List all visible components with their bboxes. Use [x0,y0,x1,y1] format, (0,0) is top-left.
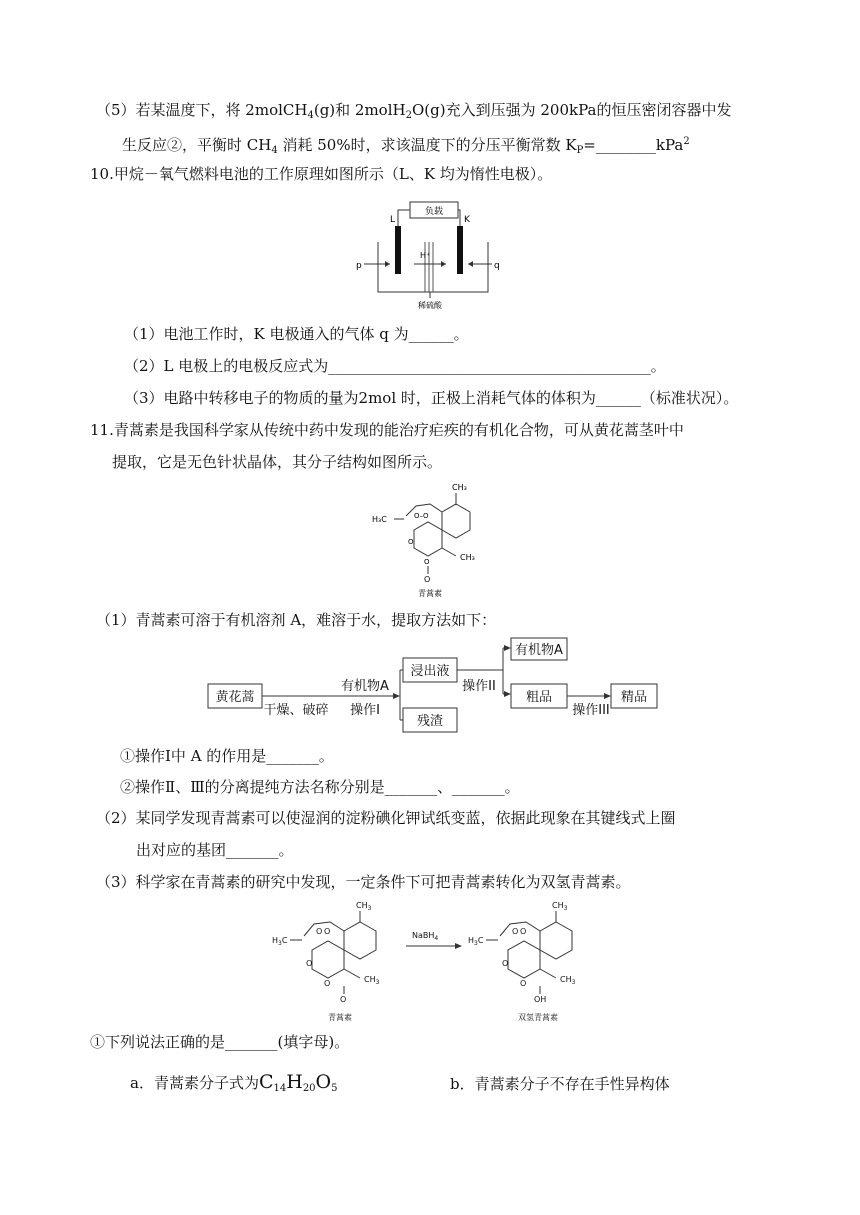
flow-organic-a: 有机物A [515,643,563,658]
left-o3: O [306,959,313,968]
reaction-scheme [270,896,610,1026]
q11-p1-q2: ②操作Ⅱ、Ⅲ的分离提纯方法名称分别是_______、_______。 [120,778,520,796]
right-ch3-right: $CH_3$ [560,975,576,986]
q11-part1: （1）青蒿素可溶于有机溶剂 A，难溶于水，提取方法如下： [96,611,497,629]
right-h3c: $H_3C$ [468,936,484,947]
label-q: q [494,261,500,271]
left-o2: O [324,927,331,936]
left-caption: 青蒿素 [328,1013,352,1022]
right-o4: O [520,979,527,988]
electrode-L [395,226,401,274]
flow-op2: 操作II [462,679,496,694]
left-ch3-right: $CH_3$ [364,975,380,986]
flow-leach: 浸出液 [410,664,450,679]
flow-step1-top: 有机物A [341,679,389,694]
right-caption: 双氢青蒿素 [518,1013,558,1022]
flow-residue: 残渣 [416,714,444,729]
extraction-flowchart [205,636,665,742]
acid-label: 稀硫酸 [418,301,442,310]
label-L: L [390,215,396,225]
label-K: K [464,215,470,225]
h3c-label: H₃C [372,515,387,524]
q5-line2: 生反应②，平衡时 $CH_4$ 消耗 50%时，求该温度下的分压平衡常数 $K_P=\_\_\_\_\_\_\_\_kPa^2$ [122,136,690,156]
reagent-label: NaBH$_4$ [412,931,439,942]
right-o2: O [520,927,527,936]
q10-sub3: （3）电路中转移电子的物质的量为2mol 时，正极上消耗气体的体积为______（标准状况）。 [124,389,739,407]
q5-line1: （5）若某温度下，将 2molCH$_4$(g)和 2molH$_2$O(g)充入到压强为 200kPa的恒压密闭容器中发 [96,101,732,121]
ion-label: H⁺ [420,251,431,260]
electrode-K [457,226,463,274]
right-ch3-top: $CH_3$ [552,901,568,912]
q11-title-line2: 提取，它是无色针状晶体，其分子结构如图所示。 [112,453,443,471]
right-o3: O [502,959,509,968]
q11-p2-line1: （2）某同学发现青蒿素可以使湿润的淀粉碘化钾试纸变蓝，依据此现象在其键线式上圈 [96,809,676,827]
left-ch3-top: $CH_3$ [356,901,372,912]
option-b: b．青蒿素分子不存在手性异构体 [450,1075,670,1093]
fuel-cell-diagram [350,196,510,312]
left-o1: O [316,927,323,936]
ch3-right: CH₃ [460,553,475,562]
flow-crude: 粗品 [525,690,553,705]
ch3-top: CH₃ [452,483,467,492]
q10-sub1: （1）电池工作时，K 电极通入的气体 q 为______。 [124,325,469,343]
option-a: a．青蒿素分子式为$C_{14}H_{20}O_5$ [130,1071,338,1094]
carbonyl-o: O [424,575,431,584]
flow-step1-bottom1: 干燥、破碎 [263,703,329,718]
flow-start: 黄花蒿 [215,690,255,705]
q11-p2-line2: 出对应的基团_______。 [136,841,294,859]
left-o4: O [324,979,331,988]
q11-p1-q1: ①操作Ⅰ中 A 的作用是_______。 [120,747,334,765]
right-o1: O [512,927,519,936]
load-label: 负载 [424,207,444,217]
q11-options-prompt: ①下列说法正确的是_______(填字母)。 [90,1033,350,1051]
artemisinin-structure [370,478,500,600]
right-oh: OH [534,995,547,1004]
q11-title-line1: 11.青蒿素是我国科学家从传统中药中发现的能治疗疟疾的有机化合物，可从黄花蒿茎叶中 [90,421,684,439]
q11-p3: （3）科学家在青蒿素的研究中发现，一定条件下可把青蒿素转化为双氢青蒿素。 [96,873,631,891]
o-ring1: O [408,538,414,546]
flow-step1-bottom2: 操作I [350,703,380,718]
left-h3c: $H_3C$ [272,936,288,947]
label-p: p [356,261,362,271]
o-ring2: O [424,558,430,566]
flow-fine: 精品 [620,690,648,705]
q10-title: 10.甲烷－氧气燃料电池的工作原理如图所示（L、K 均为惰性电极）。 [90,165,553,183]
flow-op3: 操作III [572,703,610,718]
structure-caption: 青蒿素 [418,589,442,598]
oo-label: O–O [414,512,429,520]
left-carbonyl: O [340,995,347,1004]
q10-sub2: （2）L 电极上的电极反应式为___________________________________________。 [124,357,666,375]
